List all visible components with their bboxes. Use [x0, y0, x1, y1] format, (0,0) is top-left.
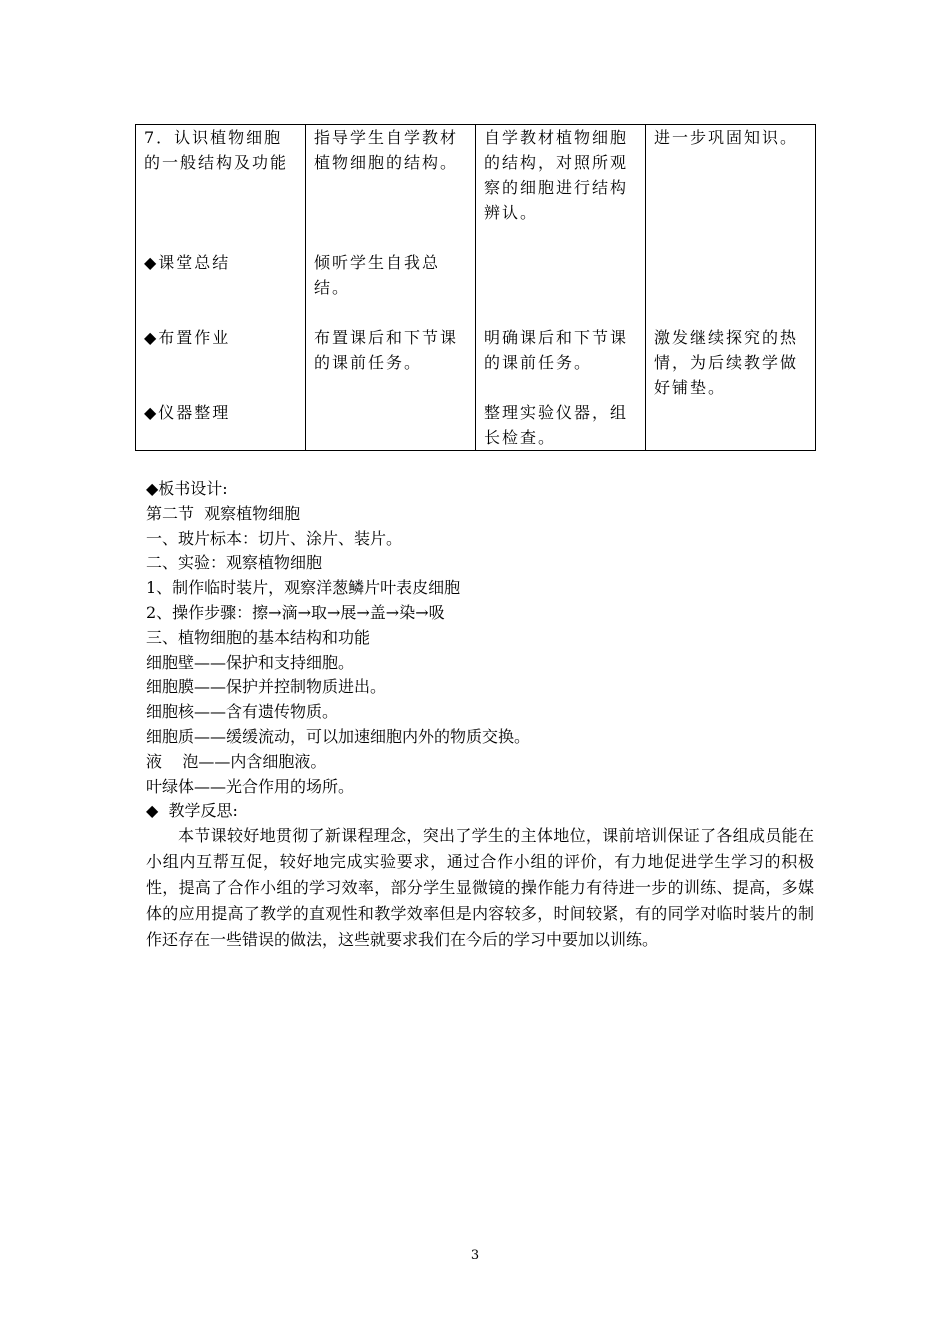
board-heading: ◆板书设计:: [146, 479, 228, 498]
reflection-paragraph: 本节课较好地贯彻了新课程理念，突出了学生的主体地位，课前培训保证了各组成员能在小组内互帮互促，较好地完成实验要求，通过合作小组的评价，有力地促进学生学习的积极性，提高了合作小组的学习效率，部分学生显微镜的操作能力有待进一步的训练、提高，多媒体的应用提高了教学的直观性和教学效率但是内容较多，时间较紧，有的同学对临时装片的制作还存在一些错误的做法，这些就要求我们在今后的学习中要加以训练。: [146, 826, 814, 949]
page-number: 3: [470, 1248, 480, 1263]
teacher-homework-text: 布置课后和下节课的课前任务。: [314, 328, 459, 372]
purpose-homework-text: 激发继续探究的热情，为后续教学做好铺垫。: [654, 328, 799, 397]
lesson-table: [135, 124, 816, 451]
purpose-summary-text: [654, 250, 807, 325]
tidy-text: ◆仪器整理: [144, 403, 231, 422]
student-study-text: 自学教材植物细胞的结构，对照所观察的细胞进行结构辨认。: [484, 128, 629, 222]
board-line: 细胞膜——保护并控制物质进出。: [146, 677, 387, 697]
teacher-summary-text: 倾听学生自我总结。: [314, 253, 441, 297]
summary-text: ◆课堂总结: [144, 253, 231, 272]
board-line: 细胞核——含有遗传物质。: [146, 702, 339, 722]
table-row: [136, 125, 816, 451]
teaching-reflection: [146, 823, 814, 953]
board-line: 1、制作临时装片，观察洋葱鳞片叶表皮细胞: [146, 578, 461, 598]
step-7-text: 7．认识植物细胞的一般结构及功能: [144, 128, 289, 172]
purpose-consolidate-text: 进一步巩固知识。: [654, 128, 799, 147]
homework-text: ◆布置作业: [144, 328, 231, 347]
board-line: 细胞壁——保护和支持细胞。: [146, 652, 355, 672]
board-design: [146, 477, 816, 824]
student-summary-text: [484, 250, 637, 325]
board-line: 三、植物细胞的基本结构和功能: [146, 627, 371, 647]
board-line: 2、操作步骤：擦→滴→取→展→盖→染→吸: [146, 602, 445, 622]
board-line: 一、玻片标本：切片、涂片、装片。: [146, 528, 403, 548]
board-line: 叶绿体——光合作用的场所。: [146, 776, 355, 796]
teacher-guide-text: 指导学生自学教材植物细胞的结构。: [314, 128, 459, 172]
table-cell-teacher: [306, 125, 476, 451]
table-cell-step: [136, 125, 306, 451]
reflection-heading: ◆ 教学反思:: [146, 801, 238, 821]
table-cell-purpose: [646, 125, 816, 451]
student-homework-text: 明确课后和下节课的课前任务。: [484, 328, 629, 372]
board-line: 液 泡——内含细胞液。: [146, 751, 327, 771]
student-tidy-text: 整理实验仪器，组长检查。: [484, 403, 629, 447]
board-line: 第二节 观察植物细胞: [146, 503, 301, 523]
table-cell-student: [476, 125, 646, 451]
board-line: 细胞质——缓缓流动，可以加速细胞内外的物质交换。: [146, 726, 531, 746]
board-line: 二、实验：观察植物细胞: [146, 553, 323, 573]
